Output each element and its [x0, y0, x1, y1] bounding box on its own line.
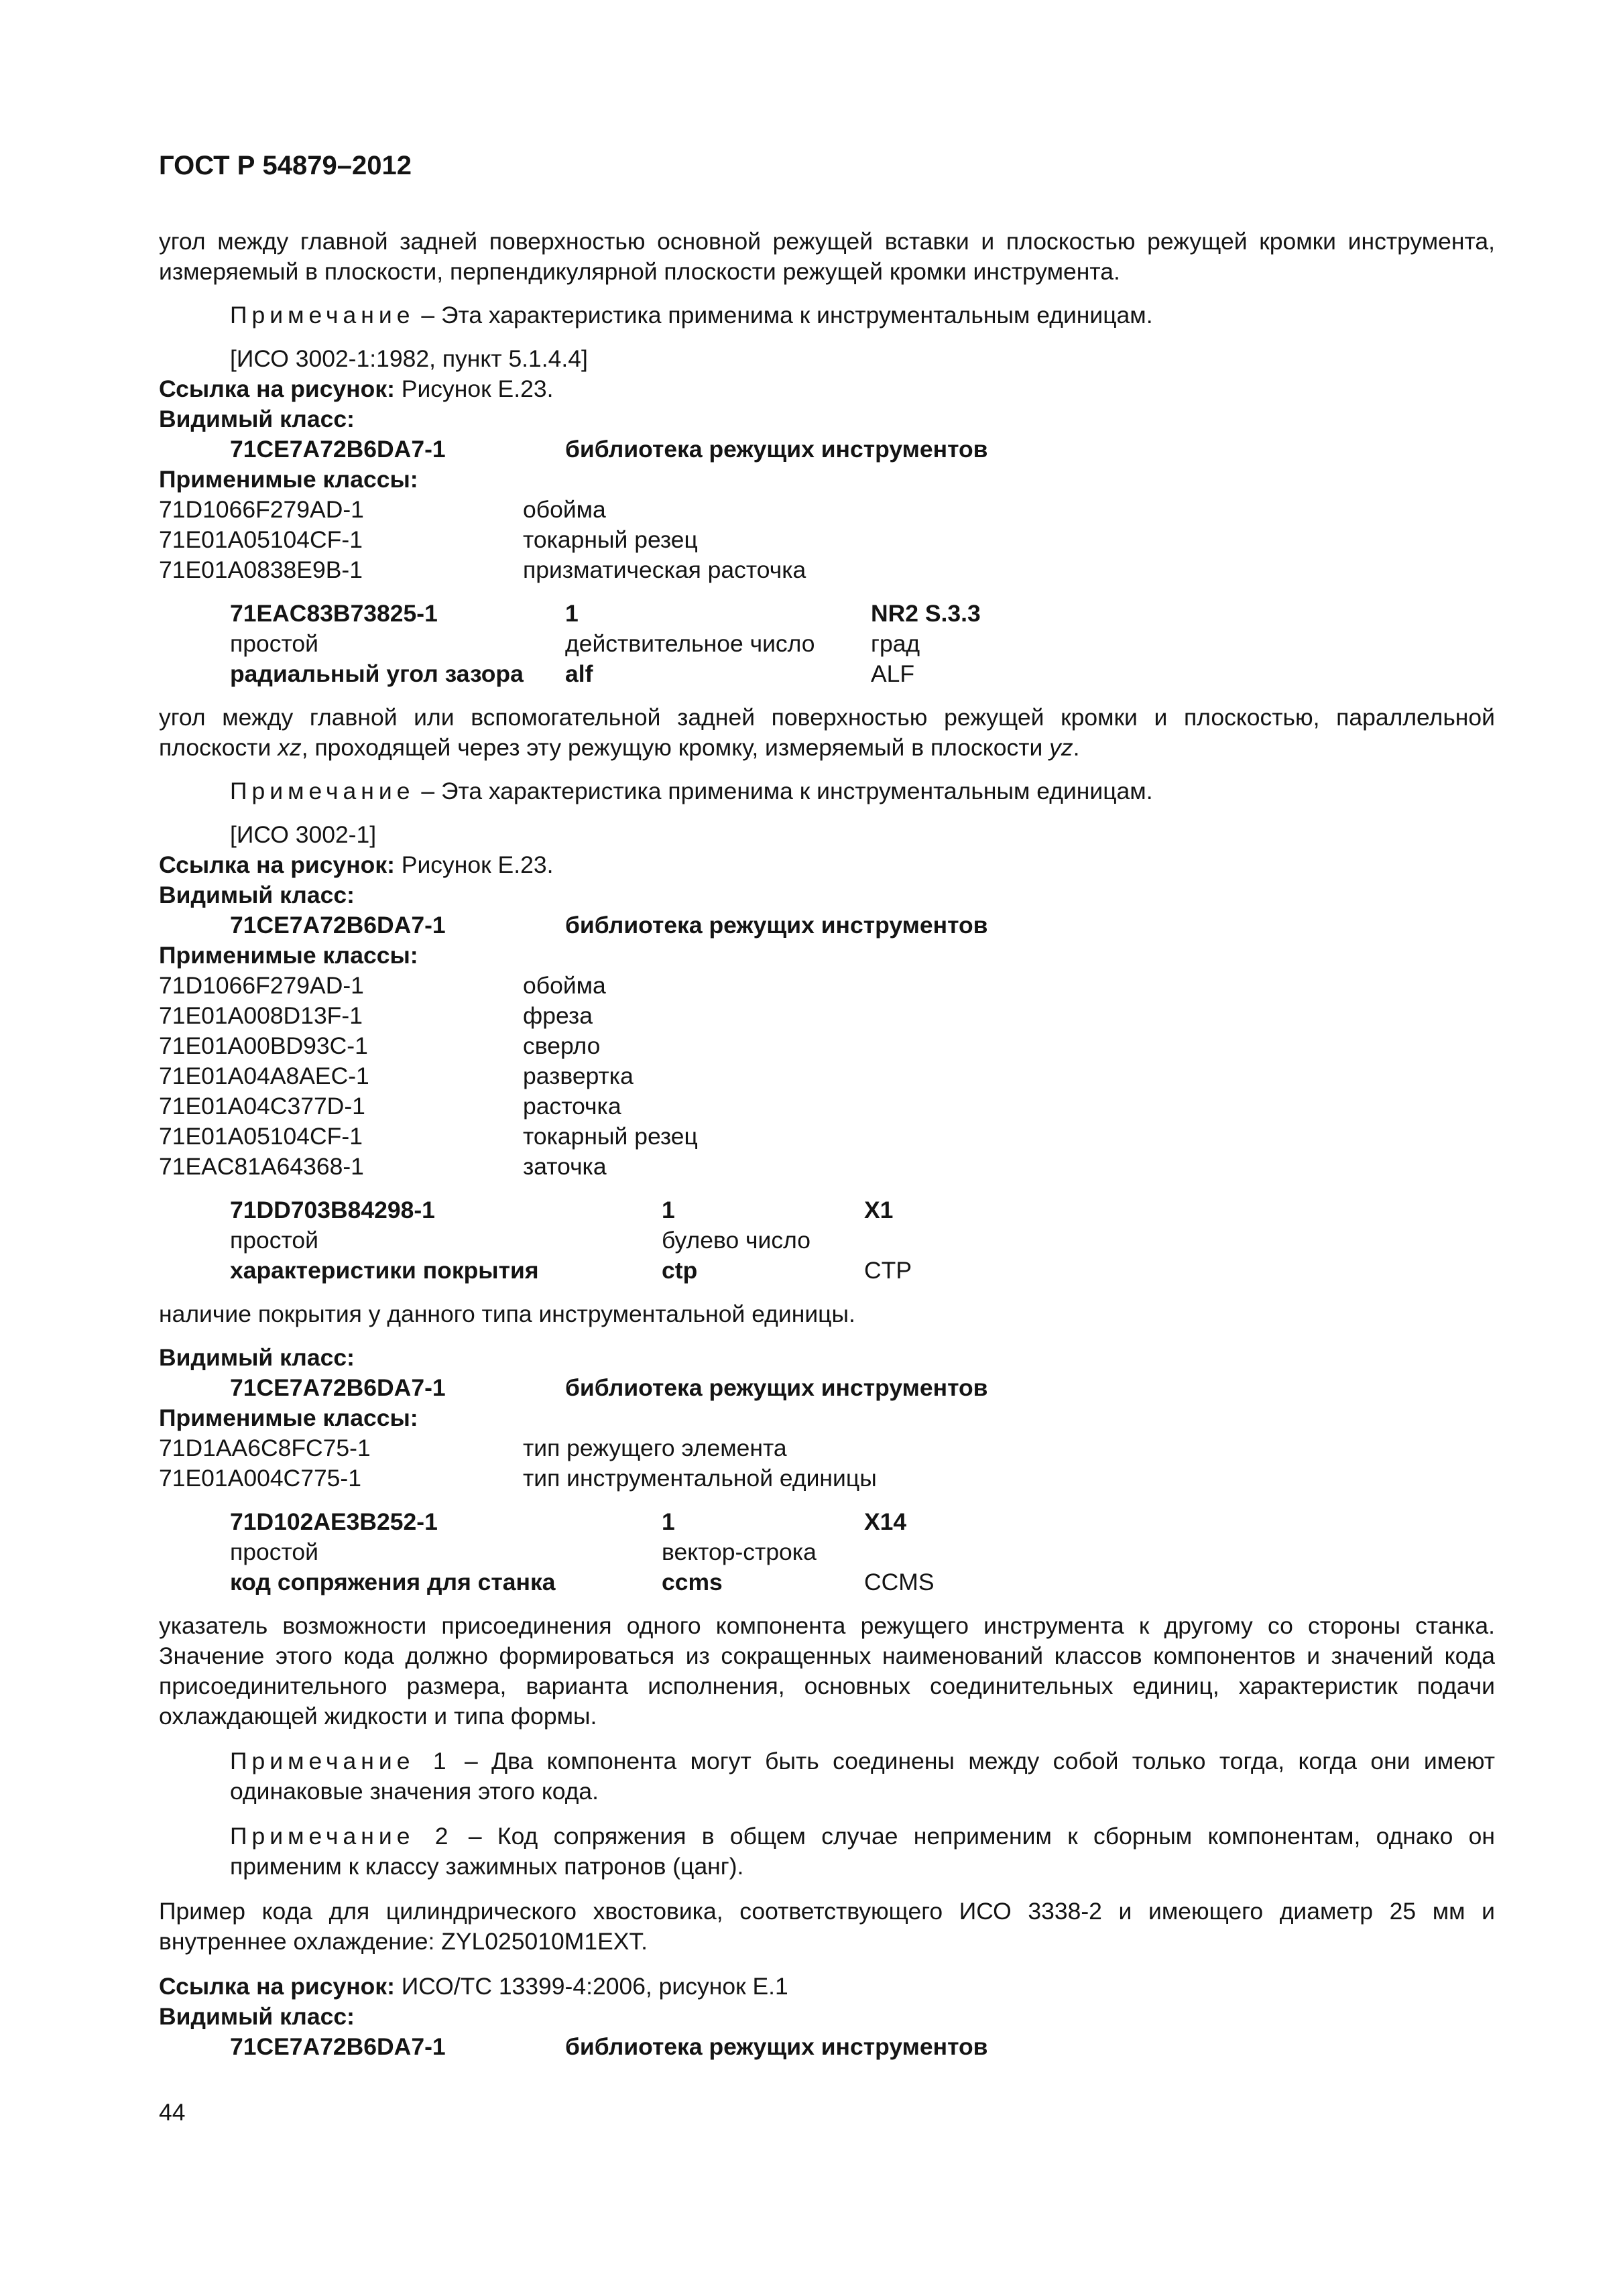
- figure-reference-label: Ссылка на рисунок:: [159, 1973, 395, 2000]
- property-unit: град: [871, 630, 920, 657]
- class-name: обойма: [523, 496, 606, 523]
- property-code: 71EAC83B73825-1: [230, 600, 438, 627]
- property-reference: X14: [864, 1508, 907, 1535]
- document-body: [159, 227, 1495, 2062]
- applicable-class-row: [159, 1031, 1495, 1061]
- property-short-name: CCMS: [864, 1569, 935, 1595]
- applicable-classes-list: [159, 495, 1495, 585]
- figure-reference-value: Рисунок Е.23.: [394, 851, 554, 878]
- property-data-type: булево число: [662, 1227, 810, 1254]
- applicable-class-row: [159, 1001, 1495, 1031]
- definition-text: угол между главной задней поверхностью основной режущей вставки и плоскостью режущей кромки инструмента, измеряемый в плоскости, перпендикулярной плоскости режущей кромки инструмента.: [159, 228, 1495, 285]
- visible-class-label: Видимый класс:: [159, 1344, 355, 1371]
- note-text: – Эта характеристика применима к инструментальным единицам.: [414, 302, 1153, 328]
- applicable-class-row: [159, 555, 1495, 585]
- property-symbol: ctp: [662, 1257, 698, 1284]
- class-code: 71E01A0838E9B-1: [159, 556, 363, 583]
- note: [159, 300, 1495, 330]
- figure-reference-label: Ссылка на рисунок:: [159, 375, 395, 402]
- applicable-class-row: [159, 971, 1495, 1001]
- property-version: 1: [662, 1197, 675, 1223]
- property-symbol: alf: [565, 660, 593, 687]
- note-label: Примечание 1: [230, 1748, 451, 1774]
- plane-yz: yz: [1049, 734, 1073, 761]
- property-short-name: ALF: [871, 660, 915, 687]
- applicable-class-row: [159, 1122, 1495, 1152]
- class-name: токарный резец: [523, 526, 698, 553]
- visible-class-label: Видимый класс:: [159, 882, 355, 908]
- applicable-class-row: [159, 1152, 1495, 1182]
- plane-xz: xz: [278, 734, 302, 761]
- visible-class-code: 71CE7A72B6DA7-1: [230, 2033, 446, 2060]
- class-code: 71E01A04C377D-1: [159, 1093, 365, 1120]
- class-code: 71E01A008D13F-1: [159, 1002, 363, 1029]
- note-label: Примечание: [230, 778, 415, 804]
- property-name: код сопряжения для станка: [230, 1569, 556, 1595]
- note: [159, 1746, 1495, 1807]
- visible-class-name: библиотека режущих инструментов: [565, 912, 988, 939]
- class-name: развертка: [523, 1063, 634, 1089]
- property-data-type: действительное число: [565, 630, 815, 657]
- figure-reference: [159, 1972, 1495, 2002]
- figure-reference-value: Рисунок Е.23.: [394, 375, 554, 402]
- property-version: 1: [662, 1508, 675, 1535]
- class-name: фреза: [523, 1002, 593, 1029]
- definition-text: наличие покрытия у данного типа инструментальной единицы.: [159, 1301, 855, 1327]
- applicable-class-row: [159, 1463, 1495, 1494]
- figure-reference: [159, 374, 1495, 404]
- property-kind: простой: [230, 630, 318, 657]
- class-name: заточка: [523, 1153, 607, 1180]
- source-reference: [ИСО 3002-1:1982, пункт 5.1.4.4]: [230, 345, 588, 372]
- class-code: 71E01A05104CF-1: [159, 1123, 363, 1150]
- class-name: обойма: [523, 972, 606, 999]
- property-short-name: CTP: [864, 1257, 912, 1284]
- visible-class-row: [159, 2032, 1495, 2062]
- note-text: – Два компонента могут быть соединены между собой только тогда, когда они имеют одинаковые значения этого кода.: [230, 1748, 1495, 1805]
- class-name: призматическая расточка: [523, 556, 806, 583]
- class-name: тип инструментальной единицы: [523, 1465, 877, 1492]
- visible-class-row: [159, 1373, 1495, 1403]
- property-code: 71D102AE3B252-1: [230, 1508, 438, 1535]
- class-code: 71D1066F279AD-1: [159, 496, 364, 523]
- property-header: [159, 1507, 1495, 1597]
- class-code: 71D1AA6C8FC75-1: [159, 1435, 371, 1461]
- applicable-classes-label: Применимые классы:: [159, 942, 418, 969]
- visible-class-label: Видимый класс:: [159, 2003, 355, 2030]
- example-text: Пример кода для цилиндрического хвостовика, соответствующего ИСО 3338-2 и имеющего диаметр 25 мм и внутреннее охлаждение: ZYL025010M1EXT.: [159, 1898, 1495, 1955]
- class-code: 71E01A00BD93C-1: [159, 1032, 368, 1059]
- note-label: Примечание: [230, 302, 415, 328]
- applicable-class-row: [159, 495, 1495, 525]
- class-name: тип режущего элемента: [523, 1435, 787, 1461]
- class-code: 71EAC81A64368-1: [159, 1153, 364, 1180]
- visible-class-code: 71CE7A72B6DA7-1: [230, 1374, 446, 1401]
- visible-class-name: библиотека режущих инструментов: [565, 1374, 988, 1401]
- property-header: [159, 599, 1495, 689]
- visible-class-row: [159, 910, 1495, 941]
- source-reference: [ИСО 3002-1]: [230, 821, 377, 848]
- applicable-classes-label: Применимые классы:: [159, 1404, 418, 1431]
- definition-text: указатель возможности присоединения одного компонента режущего инструмента к другому со стороны станка. Значение этого кода должно формироваться из сокращенных наименований классов компонентов и значений кода присоединительного размера, варианта исполнения, основных соединительных единиц, характеристик подачи охлаждающей жидкости и типа формы.: [159, 1612, 1495, 1730]
- note-label: Примечание 2: [230, 1823, 453, 1850]
- definition-text: угол между главной или вспомогательной задней поверхностью режущей кромки и плоскостью, параллельной плоскости xz, проходящей через эту режущую кромку, измеряемый в плоскости yz.: [159, 704, 1495, 761]
- class-name: расточка: [523, 1093, 621, 1120]
- figure-reference-value: ИСО/ТС 13399-4:2006, рисунок Е.1: [394, 1973, 788, 2000]
- page-number: 44: [159, 2099, 186, 2126]
- class-name: сверло: [523, 1032, 601, 1059]
- applicable-classes-list: [159, 1433, 1495, 1494]
- applicable-class-row: [159, 1433, 1495, 1463]
- property-name: радиальный угол зазора: [230, 660, 524, 687]
- property-code: 71DD703B84298-1: [230, 1197, 435, 1223]
- property-name: характеристики покрытия: [230, 1257, 539, 1284]
- applicable-class-row: [159, 1061, 1495, 1091]
- note-text: – Код сопряжения в общем случае неприменим к сборным компонентам, однако он применим к классу зажимных патронов (цанг).: [230, 1823, 1495, 1880]
- property-reference: X1: [864, 1197, 894, 1223]
- applicable-classes-label: Применимые классы:: [159, 466, 418, 493]
- applicable-class-row: [159, 1091, 1495, 1122]
- visible-class-code: 71CE7A72B6DA7-1: [230, 912, 446, 939]
- note: [159, 1821, 1495, 1882]
- class-code: 71D1066F279AD-1: [159, 972, 364, 999]
- property-kind: простой: [230, 1538, 318, 1565]
- property-version: 1: [565, 600, 579, 627]
- class-code: 71E01A004C775-1: [159, 1465, 361, 1492]
- property-data-type: вектор-строка: [662, 1538, 817, 1565]
- visible-class-label: Видимый класс:: [159, 406, 355, 432]
- applicable-classes-list: [159, 971, 1495, 1182]
- visible-class-code: 71CE7A72B6DA7-1: [230, 436, 446, 463]
- visible-class-name: библиотека режущих инструментов: [565, 2033, 988, 2060]
- figure-reference-label: Ссылка на рисунок:: [159, 851, 395, 878]
- figure-reference: [159, 850, 1495, 880]
- visible-class-name: библиотека режущих инструментов: [565, 436, 988, 463]
- class-code: 71E01A04A8AEC-1: [159, 1063, 369, 1089]
- note-text: – Эта характеристика применима к инструментальным единицам.: [414, 778, 1153, 804]
- document-header: ГОСТ Р 54879–2012: [159, 151, 412, 180]
- property-reference: NR2 S.3.3: [871, 600, 981, 627]
- class-name: токарный резец: [523, 1123, 698, 1150]
- visible-class-row: [159, 434, 1495, 465]
- applicable-class-row: [159, 525, 1495, 555]
- property-symbol: ccms: [662, 1569, 723, 1595]
- note: [159, 776, 1495, 806]
- property-kind: простой: [230, 1227, 318, 1254]
- property-header: [159, 1195, 1495, 1286]
- class-code: 71E01A05104CF-1: [159, 526, 363, 553]
